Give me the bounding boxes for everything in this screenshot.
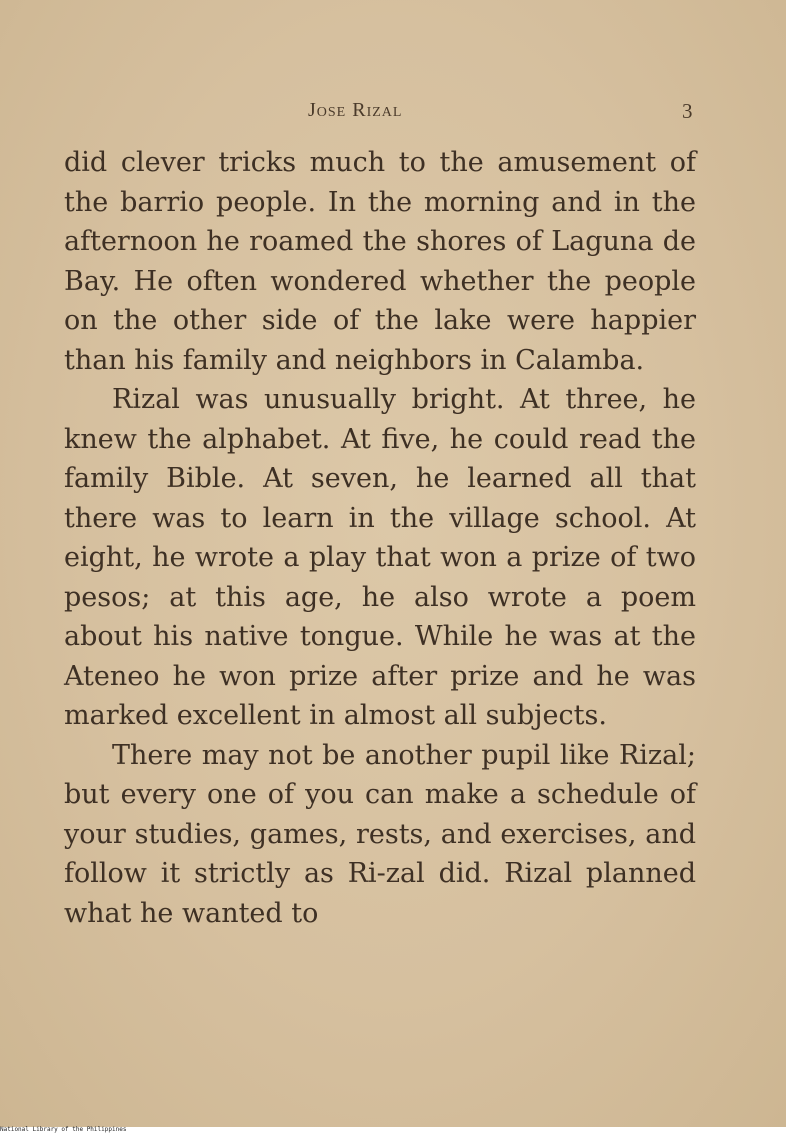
page-number: 3 <box>682 99 693 123</box>
body-text <box>64 143 696 933</box>
paragraph-1: did clever tricks much to the amusement of the barrio people. In the morning and in the afternoon he roamed the shores of Laguna de Bay. He often wondered whether the people on the other side of the lake were happier than his family and neighbors in Calamba. <box>64 147 696 376</box>
running-head-title: Jose Rizal <box>308 99 403 121</box>
running-head <box>0 99 786 129</box>
paragraph-3: There may not be another pupil like Rizal; but every one of you can make a schedule of your studies, games, rests, and exercises, and follow it strictly as Ri-zal did. Rizal planned what he wanted to <box>64 739 696 929</box>
library-credit: National Library of the Philippines <box>0 1126 127 1133</box>
paragraph-2: Rizal was unusually bright. At three, he knew the alphabet. At five, he could read the family Bible. At seven, he learned all that there was to learn in the village school. At eight, he wrote a play that won a prize of two pesos; at this age, he also wrote a poem about his native tongue. While he was at the Ateneo he won prize after prize and he was marked excellent in almost all subjects. <box>64 384 696 731</box>
